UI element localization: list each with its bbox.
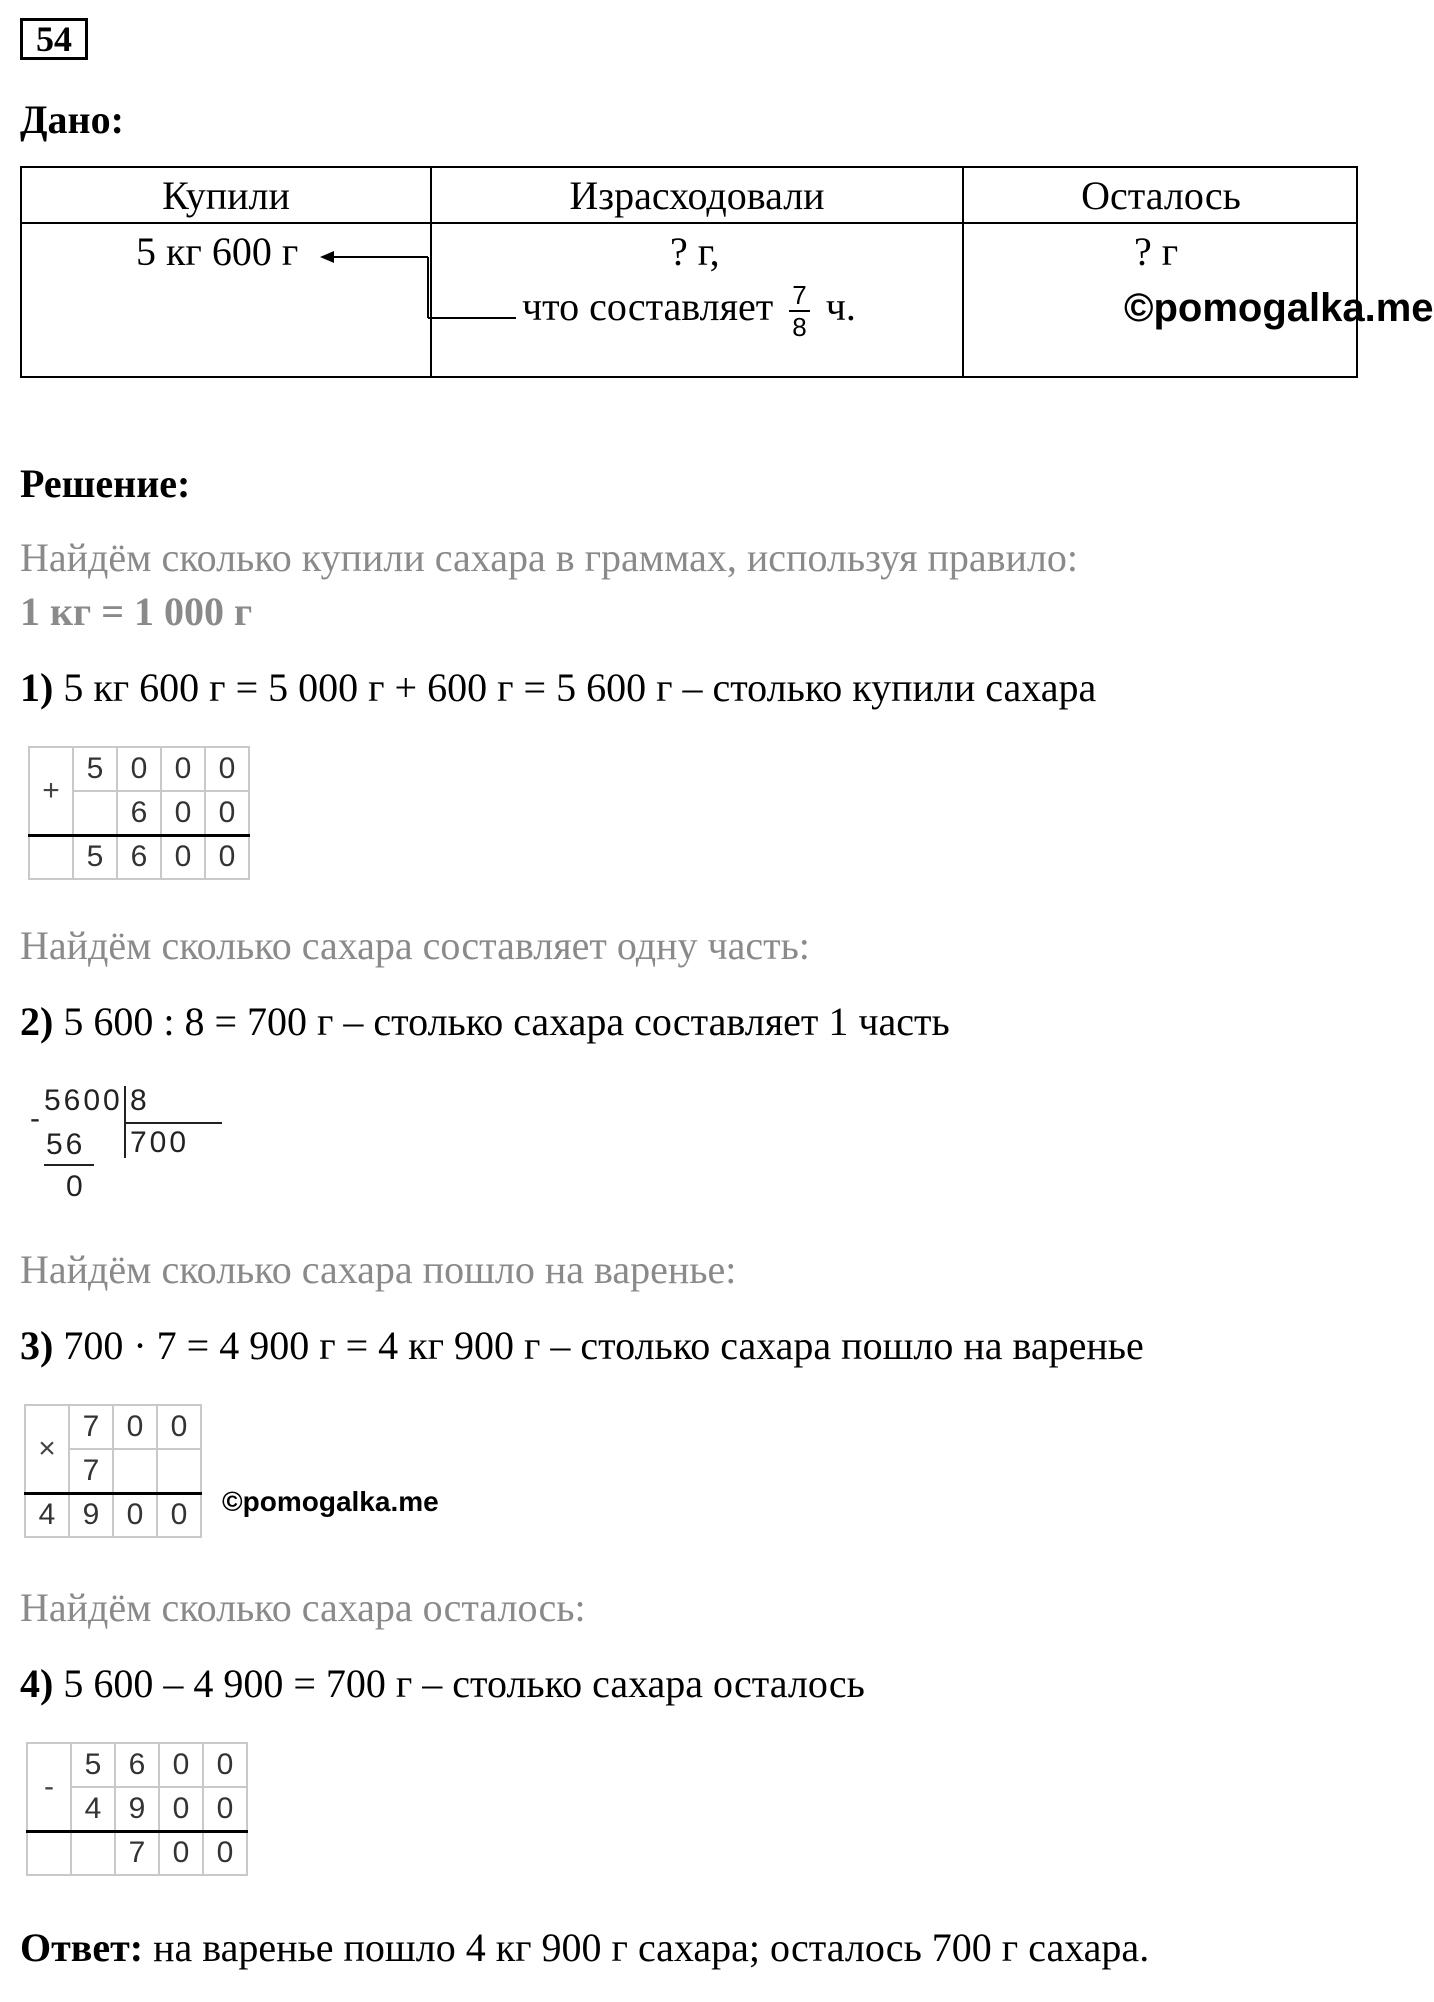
watermark: ©pomogalka.me bbox=[222, 1486, 439, 1517]
operator-multiply: × bbox=[25, 1405, 69, 1493]
addition-column bbox=[28, 746, 250, 880]
digit bbox=[113, 1449, 157, 1493]
digit: 5 bbox=[73, 835, 117, 879]
digit bbox=[29, 835, 73, 879]
step-3 bbox=[20, 1322, 1144, 1369]
dividend: 5600 bbox=[44, 1084, 123, 1117]
digit: 0 bbox=[205, 791, 249, 835]
digit: 7 bbox=[69, 1405, 113, 1449]
spent-suffix: ч. bbox=[825, 284, 856, 330]
digit: 9 bbox=[115, 1787, 159, 1831]
digit: 9 bbox=[69, 1493, 113, 1537]
subtract-line bbox=[44, 1164, 94, 1166]
subtrahend: 56 bbox=[46, 1128, 86, 1161]
digit: 5 bbox=[71, 1743, 115, 1787]
fraction-denominator: 8 bbox=[792, 312, 807, 342]
digit: 0 bbox=[117, 747, 161, 791]
digit: 6 bbox=[115, 1743, 159, 1787]
long-division bbox=[26, 1084, 206, 1214]
given-heading: Дано: bbox=[20, 97, 124, 142]
operator-plus: + bbox=[29, 747, 73, 835]
minus-sign: - bbox=[30, 1102, 43, 1135]
divisor-underline bbox=[126, 1122, 222, 1124]
hint-2: Найдём сколько сахара составляет одну часть: bbox=[20, 923, 810, 968]
digit: 0 bbox=[157, 1493, 201, 1537]
solution-heading: Решение: bbox=[20, 461, 191, 506]
digit: 0 bbox=[205, 747, 249, 791]
digit bbox=[27, 1831, 71, 1875]
step-4-text: 5 600 – 4 900 = 700 г – столько сахара осталось bbox=[63, 1661, 865, 1706]
step-2 bbox=[20, 998, 950, 1045]
hint-3: Найдём сколько сахара пошло на варенье: bbox=[20, 1247, 737, 1292]
digit: 0 bbox=[203, 1743, 247, 1787]
digit: 0 bbox=[161, 791, 205, 835]
digit: 6 bbox=[117, 791, 161, 835]
quotient: 700 bbox=[130, 1126, 190, 1159]
watermark: ©pomogalka.me bbox=[1124, 286, 1434, 330]
left-value: ? г bbox=[1134, 229, 1179, 274]
digit: 7 bbox=[69, 1449, 113, 1493]
digit: 7 bbox=[115, 1831, 159, 1875]
divisor: 8 bbox=[130, 1084, 150, 1117]
digit bbox=[157, 1449, 201, 1493]
answer-text: на варенье пошло 4 кг 900 г сахара; осталось 700 г сахара. bbox=[153, 1925, 1150, 1970]
answer-label: Ответ: bbox=[20, 1925, 144, 1970]
digit: 5 bbox=[73, 747, 117, 791]
digit: 4 bbox=[71, 1787, 115, 1831]
digit: 0 bbox=[203, 1831, 247, 1875]
given-table bbox=[20, 166, 1434, 378]
spent-fraction-line bbox=[522, 280, 856, 342]
task-number: 54 bbox=[20, 18, 88, 60]
digit: 0 bbox=[161, 747, 205, 791]
remainder: 0 bbox=[66, 1170, 86, 1203]
digit: 0 bbox=[159, 1787, 203, 1831]
digit: 0 bbox=[205, 835, 249, 879]
step-1-number: 1) bbox=[20, 665, 54, 710]
hint-4: Найдём сколько сахара осталось: bbox=[20, 1585, 586, 1630]
digit: 0 bbox=[159, 1743, 203, 1787]
table-header-divider bbox=[22, 222, 1356, 224]
step-1-text: 5 кг 600 г = 5 000 г + 600 г = 5 600 г – столько купили сахара bbox=[63, 665, 1097, 710]
step-1 bbox=[20, 664, 1096, 711]
header-left: Осталось bbox=[1081, 173, 1241, 218]
digit: 0 bbox=[161, 835, 205, 879]
step-3-text: 700 · 7 = 4 900 г = 4 кг 900 г – столько сахара пошло на варенье bbox=[63, 1323, 1144, 1368]
header-spent: Израсходовали bbox=[569, 173, 825, 218]
bought-value: 5 кг 600 г bbox=[136, 229, 299, 274]
hint-1: Найдём сколько купили сахара в граммах, используя правило: bbox=[20, 535, 1079, 580]
answer bbox=[20, 1924, 1149, 1971]
header-bought: Купили bbox=[162, 173, 290, 218]
digit: 0 bbox=[113, 1405, 157, 1449]
step-2-text: 5 600 : 8 = 700 г – столько сахара составляет 1 часть bbox=[63, 999, 950, 1044]
digit bbox=[71, 1831, 115, 1875]
digit bbox=[73, 791, 117, 835]
digit: 6 bbox=[117, 835, 161, 879]
digit: 0 bbox=[157, 1405, 201, 1449]
digit: 0 bbox=[159, 1831, 203, 1875]
step-4-number: 4) bbox=[20, 1661, 54, 1706]
step-4 bbox=[20, 1660, 865, 1707]
spent-prefix: что составляет bbox=[522, 284, 774, 330]
subtraction-column bbox=[26, 1742, 248, 1876]
rule: 1 кг = 1 000 г bbox=[20, 589, 253, 634]
digit: 0 bbox=[203, 1787, 247, 1831]
arrow-connector-icon bbox=[318, 248, 518, 328]
fraction-numerator: 7 bbox=[789, 280, 809, 312]
digit: 0 bbox=[113, 1493, 157, 1537]
fraction bbox=[789, 280, 809, 342]
step-2-number: 2) bbox=[20, 999, 54, 1044]
step-3-number: 3) bbox=[20, 1323, 54, 1368]
operator-minus: - bbox=[27, 1743, 71, 1831]
spent-value: ? г, bbox=[670, 229, 720, 274]
multiplication-column bbox=[24, 1404, 202, 1538]
digit: 4 bbox=[25, 1493, 69, 1537]
